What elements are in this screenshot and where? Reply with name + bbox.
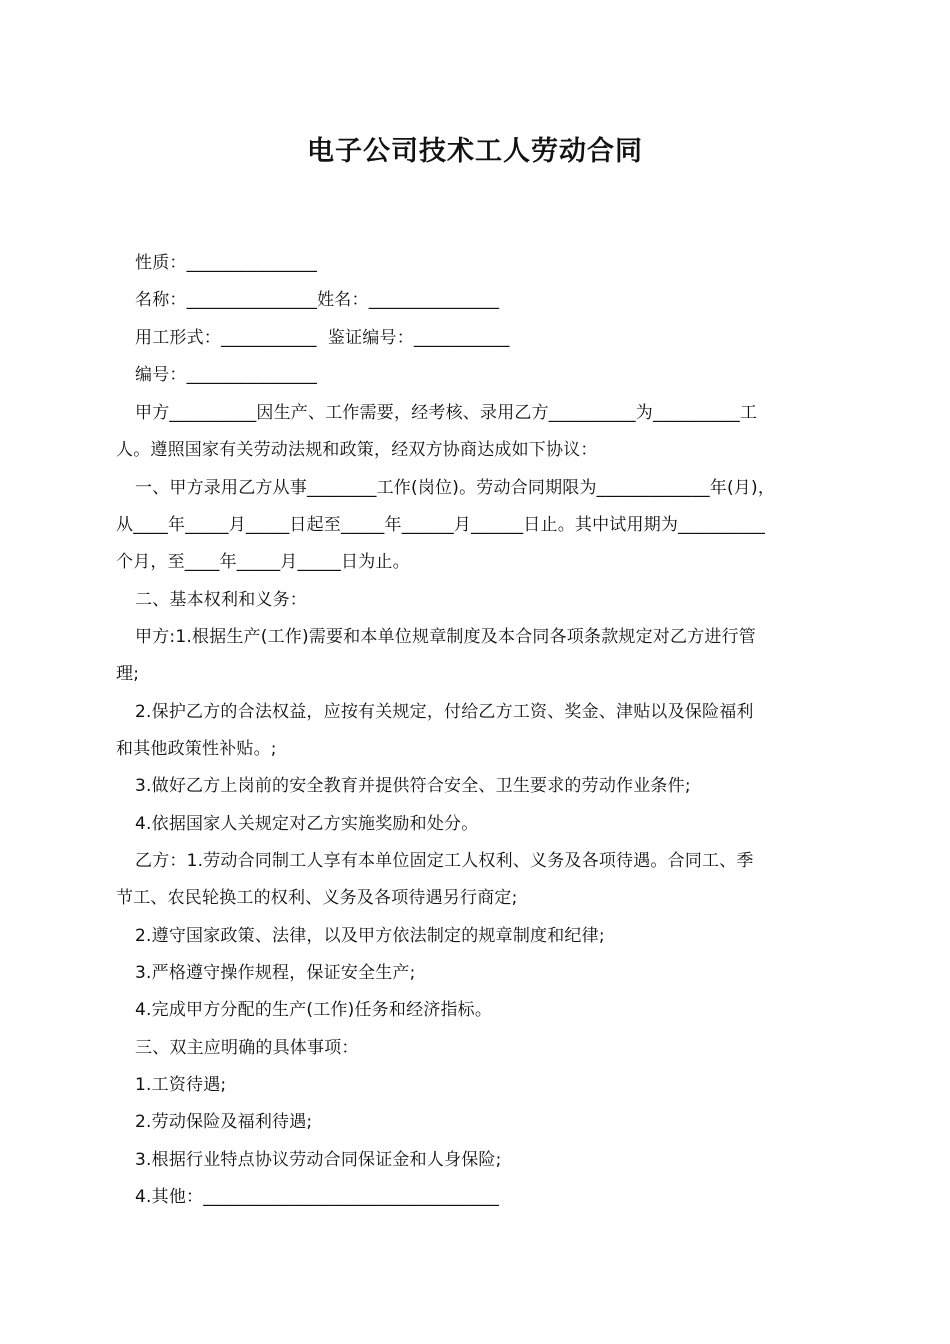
party-a-item2-line1: 2.保护乙方的合法权益，应按有关规定，付给乙方工资、奖金、津贴以及保险福利 xyxy=(135,702,754,722)
field-number: 编号：_______________ xyxy=(135,365,318,385)
party-b-item1-line1: 乙方：1.劳动合同制工人享有本单位固定工人权利、义务及各项待遇。合同工、季 xyxy=(135,851,754,871)
party-a-item3: 3.做好乙方上岗前的安全教育并提供符合安全、卫生要求的劳动作业条件; xyxy=(135,776,691,796)
party-b-item3: 3.严格遵守操作规程，保证安全生产; xyxy=(135,963,416,983)
party-b-item1-line2: 节工、农民轮换工的权利、义务及各项待遇另行商定; xyxy=(116,888,518,908)
document-title: 电子公司技术工人劳动合同 xyxy=(307,136,643,167)
field-employment-row: 用工形式：___________ 鉴证编号：___________ xyxy=(135,328,510,348)
field-nature: 性质：_______________ xyxy=(135,253,318,273)
party-a-item1-line1: 甲方:1.根据生产(工作)需要和本单位规章制度及本合同各项条款规定对乙方进行管 xyxy=(135,627,757,647)
section1-line-1: 一、甲方录用乙方从事________工作(岗位)。劳动合同期限为_____________年(月)， xyxy=(135,478,776,498)
section3-item1: 1.工资待遇; xyxy=(135,1075,227,1095)
section3-item3: 3.根据行业特点协议劳动合同保证金和人身保险; xyxy=(135,1150,502,1170)
section3-item4: 4.其他：__________________________________ xyxy=(135,1187,500,1207)
section2-heading: 二、基本权利和义务： xyxy=(135,590,307,610)
intro-line-2: 人。遵照国家有关劳动法规和政策，经双方协商达成如下协议： xyxy=(116,440,598,460)
party-b-item4: 4.完成甲方分配的生产(工作)任务和经济指标。 xyxy=(135,1000,493,1020)
section1-line-2: 从____年_____月_____日起至_____年______月______日止。其中试用期为__________ xyxy=(116,515,766,535)
party-a-item1-line2: 理; xyxy=(116,664,140,684)
party-a-item2-line2: 和其他政策性补贴。; xyxy=(116,739,277,759)
section1-line-3: 个月，至____年_____月_____日为止。 xyxy=(116,552,410,572)
field-name-row: 名称：_______________姓名：_______________ xyxy=(135,290,500,310)
party-a-item4: 4.依据国家人关规定对乙方实施奖励和处分。 xyxy=(135,814,479,834)
party-b-item2: 2.遵守国家政策、法律，以及甲方依法制定的规章制度和纪律; xyxy=(135,926,605,946)
intro-line-1: 甲方__________因生产、工作需要，经考核、录用乙方__________为__________工 xyxy=(135,403,758,423)
section3-heading: 三、双主应明确的具体事项： xyxy=(135,1038,359,1058)
section3-item2: 2.劳动保险及福利待遇; xyxy=(135,1112,313,1132)
